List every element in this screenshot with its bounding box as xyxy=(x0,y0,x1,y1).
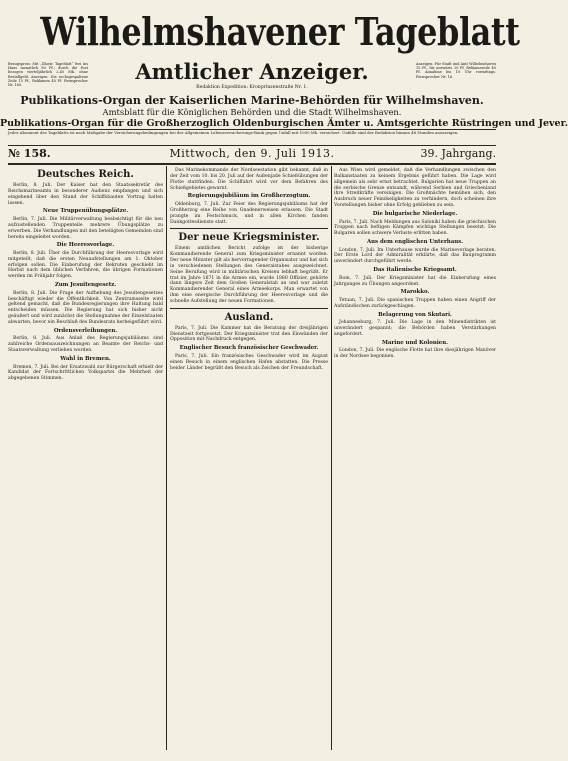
issue-number: № 158. xyxy=(8,147,51,160)
masthead-sub-right: Kronprinzenstraße Nr. 1. xyxy=(249,85,308,90)
issue-date: Mittwoch, den 9. Juli 1913. xyxy=(169,147,335,160)
column-rule xyxy=(331,166,332,750)
article-text: London, 7. Juli. Die englische Flotte hat ihre diesjährigen Manöver in der Nordsee begonnen. xyxy=(334,348,496,360)
article-text: Johannesburg, 7. Juli. Die Lage in den Minendistrikten ist unverändert gespannt; die Behörden haben Verstärkungen angefordert. xyxy=(334,320,496,337)
dateline xyxy=(8,147,496,161)
article-text: Oldenburg, 7. Juli. Zur Feier des Regierungsjubiläums hat der Großherzog eine Reihe von Gnadenerweisen erlassen. Die Stadt prangte im Festschmuck, und in allen Kirchen fanden Dankgottesdienste statt. xyxy=(170,201,328,225)
article-text: Paris, 7. Juli. Die Kammer hat die Beratung der dreijährigen Dienstzeit fortgesetzt. Der Kriegsminister trat den Einwänden der Opposition mit Nachdruck entgegen. xyxy=(170,325,328,343)
insurance-notice: Jeder Abonnent des Tageblatts ist nach Maßgabe der Versicherungsbedingungen bei der Allgemeinen Lebensversicherungs-Bank gegen Unfall mit 1000 Mk. versichert. Unfälle sind der Redaktion binnen 48 Stunden anzuzeigen. xyxy=(8,130,459,135)
article-heading: Aus dem englischen Unterhaus. xyxy=(366,239,464,246)
column-3 xyxy=(334,168,496,748)
article-heading: Das italienische Kriegsamt. xyxy=(373,267,457,274)
column-1 xyxy=(8,168,163,748)
article-heading: Englischer Besuch französischer Geschwader. xyxy=(179,345,319,352)
article-heading: Regierungsjubiläum im Großherzogtum. xyxy=(187,193,311,200)
organ-line-3: Publikations-Organ für die Großherzoglich Oldenburgischen Ämter u. Amtsgerichte Rüstringen und Jever. xyxy=(0,118,568,129)
section-heading: Der neue Kriegsminister. xyxy=(178,232,320,244)
masthead-sub-left: Redaktion Expedition: xyxy=(196,85,248,90)
section-rule xyxy=(170,228,328,229)
organ-line-1: Publikations-Organ der Kaiserlichen Marine-Behörden für Wilhelmshaven. xyxy=(20,94,484,107)
article-text: Berlin, 8. Juli. Die Frage der Aufhebung des Jesuitengesetzes beschäftigt wieder die Öffentlichkeit. Von Zentrumsseite wird geltend gemacht, daß die Bundesregierungen ihre Haltung bald entscheiden müssen. Die Regierung hat sich bisher nicht geäußert und wird zunächst die Stellungnahme der Einzelstaaten abwarten, bevor ein Beschluß des Bundesrats herbeigeführt wird. xyxy=(8,290,163,325)
article-text: Das Marinekommando der Nordseestation gibt bekannt, daß in der Zeit vom 10. bis 20. Juli auf der Außenjade Schießübungen der Flotte stattfinden. Die Schiffahrt wird vor dem Befahren des Schießgebietes gewarnt. xyxy=(170,168,328,191)
article-heading: Die bulgarische Niederlage. xyxy=(372,210,458,217)
article-heading: Die Heeresvorlage. xyxy=(56,242,115,249)
article-text: Berlin, 8. Juli. Der Kaiser hat den Staatssekretär des Reichsmarineamts in besonderer Audienz empfangen und sich eingehend über den Stand der Schiffsbauten Vortrag halten lassen. xyxy=(8,183,163,206)
article-heading: Marine und Kolonien. xyxy=(381,339,449,346)
subscription-box-left: Bezugspreis: Mit „Illustr. Tageblatt“ frei ins Haus monatlich 80 Pf.; durch die Post bezogen vierteljährlich 2,40 Mk. ohne Bestellgeld. Anzeigen: Die sechsgespaltene Zeile 15 Pf., Reklamen 40 Pf. Fernsprecher Nr. 160. xyxy=(8,62,88,88)
advertising-box-right: Anzeigen: Für Stadt und Amt Wilhelmshaven 15 Pf., für auswärts 20 Pf. Reklamezeile 40 Pf. Annahme bis 10 Uhr vormittags. Fernsprecher Nr. 16. xyxy=(416,62,496,79)
article-heading: Zum Jesuitengesetz. xyxy=(54,282,117,289)
article-text: Rom, 7. Juli. Der Kriegsminister hat die Einberufung eines Jahrganges zu Übungen angeordnet. xyxy=(334,275,496,287)
article-text: Aus Wien wird gemeldet, daß die Verhandlungen zwischen den Balkanstaaten zu keinem Ergebnis geführt haben. Die Lage wird allgemein als sehr ernst betrachtet. Bulgarien hat neue Truppen an die serbische Grenze entsandt, während Serbien und Griechenland ihre Streitkräfte vereinigen. Die Großmächte bemühen sich, den Ausbruch neuer Feindseligkeiten zu verhindern, doch scheinen ihre Vorstellungen bisher ohne Erfolg geblieben zu sein. xyxy=(334,168,496,209)
article-text: London, 7. Juli. Im Unterhause wurde die Marinevorlage beraten. Der Erste Lord der Admiralität erklärte, daß das Bauprogramm unverändert durchgeführt werde. xyxy=(334,247,496,265)
section-heading: Ausland. xyxy=(224,311,274,323)
section-heading: Deutsches Reich. xyxy=(37,169,134,180)
masthead-title: Wilhelmshavener Tageblatt xyxy=(40,9,520,54)
article-text: Paris, 7. Juli. Ein französisches Geschwader wird im August einen Besuch in einem englischen Hafen abstatten. Die Presse beider Länder begrüßt den Besuch als Zeichen der Freundschaft. xyxy=(170,353,328,371)
article-text: Berlin, 8. Juli. Aus Anlaß des Regierungsjubiläums sind zahlreiche Ordensauszeichnungen an Beamte der Reichs- und Staatsverwaltung verliehen worden. xyxy=(8,336,163,354)
dateline-rule xyxy=(8,163,496,165)
article-text: Tetuan, 7. Juli. Die spanischen Truppen haben einen Angriff der Aufständischen zurückgeschlagen. xyxy=(334,298,496,309)
article-text: Berlin, 7. Juli. Die Militärverwaltung beabsichtigt für die neu aufzustellenden Truppenteile mehrere Übungsplätze zu erwerben. Die Verhandlungen mit den beteiligten Gemeinden sind bereits eingeleitet worden. xyxy=(8,216,163,240)
article-text: Paris, 7. Juli. Nach Meldungen aus Saloniki haben die griechischen Truppen nach heftigen Kämpfen wichtige Stellungen besetzt. Die Bulgaren sollen schwere Verluste erlitten haben. xyxy=(334,219,496,237)
column-2 xyxy=(170,168,328,748)
article-heading: Wahl in Bremen. xyxy=(60,355,111,362)
article-text: Bremen, 7. Juli. Bei der Ersatzwahl zur Bürgerschaft erhielt der Kandidat der Fortschrittlichen Volkspartei die Mehrheit der abgegebenen Stimmen. xyxy=(8,364,163,382)
article-text: Einem amtlichen Bericht zufolge ist der bisherige Kommandierende General zum Kriegsminister ernannt worden. Der neue Minister gilt als hervorragender Organisator und hat sich in verschiedenen Stellungen des Generalstabes ausgezeichnet. Seine Berufung wird in militärischen Kreisen lebhaft begrüßt. Er trat im Jahre 1871 in die Armee ein, wurde 1880 Offizier, gehörte dann längere Zeit dem Großen Generalstab an und war zuletzt Kommandierender General eines Armeekorps. Man erwartet von ihm eine energische Durchführung der Heeresvorlage und die schnelle Aufstellung der neuen Formationen. xyxy=(170,246,328,304)
article-text: Berlin, 8. Juli. Über die Durchführung der Heeresvorlage wird mitgeteilt, daß die ersten Neuaufstellungen am 1. Oktober erfolgen sollen. Die Einberufung der Rekruten geschieht im Herbst nach dem üblichen Verfahren, die übrigen Formationen werden im Frühjahr folgen. xyxy=(8,250,163,280)
article-heading: Neue Truppenübungsplätze. xyxy=(42,208,129,215)
article-heading: Marokko. xyxy=(400,289,430,296)
notice-rule xyxy=(8,145,496,146)
organ-line-2: Amtsblatt für die Königlichen Behörden und die Stadt Wilhelmshaven. xyxy=(102,107,402,117)
column-rule xyxy=(166,166,167,750)
masthead-subtitle: Amtlicher Anzeiger. xyxy=(135,59,369,84)
article-heading: Ordensverleihungen. xyxy=(53,327,118,334)
section-rule xyxy=(170,308,328,309)
article-heading: Belagerung von Skutari. xyxy=(378,311,452,318)
volume-year: 39. Jahrgang. xyxy=(420,147,496,160)
